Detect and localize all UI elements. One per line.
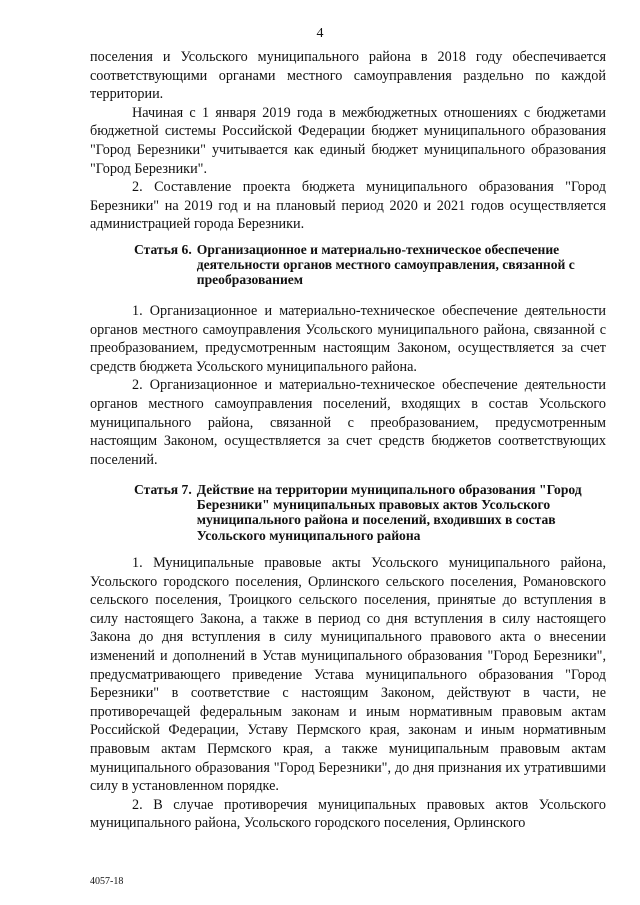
article-label: Статья 7. (134, 482, 192, 497)
paragraph: 2. В случае противоречия муниципальных правовых актов Усольского муниципального района, Усольского городского поселения, Орлинского (90, 796, 606, 832)
paragraph: 1. Муниципальные правовые акты Усольского муниципального района, Усольского городского поселения, Орлинского сельского поселения, Романовского сельского поселения, Троицкого сельского поселения, принятые до вступления в силу настоящего Закона, а также в период со дня вступления в силу настоящего Закона до дня вступления в силу муниципального правового акта о внесении изменений и дополнений в Устав муниципального образования "Город Березники", предусматривающего приведение Устава муниципального образования "Город Березники" в соответствие с настоящим Законом, действуют в части, не противоречащей федеральным законам и иным нормативным правовым актам Российской Федерации, Уставу Пермского края, законам и иным нормативным правовым актам Пермского края, а также муниципальным правовым актам муниципального образования "Город Березники", до дня признания их утратившими силу в установленном порядке. (90, 555, 606, 795)
paragraph: поселения и Усольского муниципального района в 2018 году обеспечивается соответствующими органами местного самоуправления раздельно по каждой территории. (90, 49, 606, 103)
paragraph: 2. Организационное и материально-техническое обеспечение деятельности органов местного самоуправления поселений, входящих в состав Усольского муниципального района, связанной с преобразованием, предусмотренным настоящим Законом, осуществляется за счет средств бюджетов соответствующих поселений. (90, 377, 606, 468)
paragraph-block-1 (90, 48, 606, 234)
article-title: Действие на территории муниципального образования "Город Березники" муниципальных правовых актов Усольского муниципального района и поселений, входивших в состав Усольского муниципального района (196, 482, 582, 543)
paragraph-block-3 (90, 554, 606, 833)
paragraph-block-2 (90, 302, 606, 469)
page-number: 4 (316, 26, 324, 41)
paragraph: 2. Составление проекта бюджета муниципального образования "Город Березники" на 2019 год и на плановый период 2020 и 2021 годов осуществляется администрацией города Березники. (90, 179, 606, 233)
document-code: 4057-18 (90, 876, 124, 887)
article-label: Статья 6. (134, 242, 192, 257)
paragraph: 1. Организационное и материально-техническое обеспечение деятельности органов местного самоуправления Усольского муниципального района, связанной с преобразованием, предусмотренным настоящим Законом, осуществляется за счет средств бюджета Усольского муниципального района. (90, 303, 606, 375)
article-6-heading (134, 242, 604, 288)
article-title: Организационное и материально-техническое обеспечение деятельности органов местного самоуправления, связанной с преобразованием (196, 242, 575, 288)
article-7-heading (134, 482, 604, 543)
paragraph: Начиная с 1 января 2019 года в межбюджетных отношениях с бюджетами бюджетной системы Российской Федерации бюджет муниципального образования "Город Березники" учитывается как единый бюджет муниципального образования "Город Березники". (90, 104, 606, 177)
